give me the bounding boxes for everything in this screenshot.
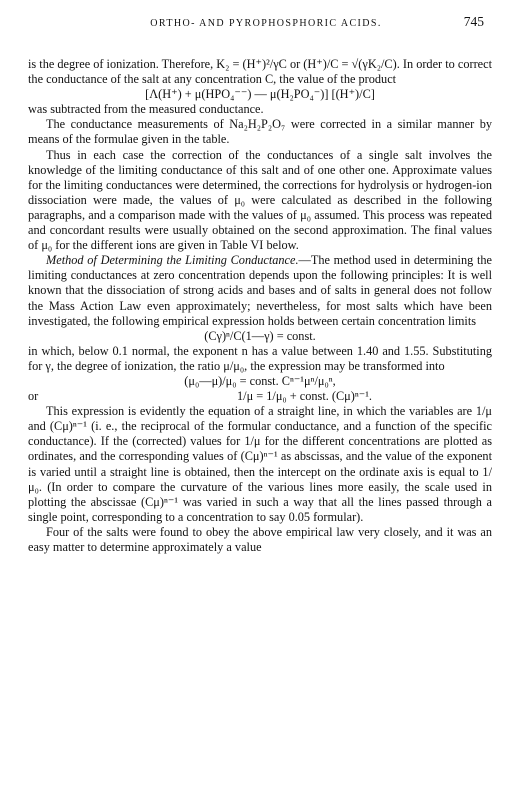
paragraph: in which, below 0.1 normal, the exponent n has a value between 1.40 and 1.55. Substituting for γ, the degree of ionization, the ratio μ/μ₀, the expression may be transformed into xyxy=(28,343,492,373)
equation: (μ₀—μ)/μ₀ = const. Cⁿ⁻¹μⁿ/μ₀ⁿ, xyxy=(184,373,336,388)
paragraph: is the degree of ionization. Therefore, K₂ = (H⁺)²/γC or (H⁺)/C = √(γK₂/C). In order to correct the conductance of the salt at any concentration C, the value of the product xyxy=(28,57,492,87)
equation-row xyxy=(28,389,492,404)
or-word: or xyxy=(28,389,39,404)
body-text xyxy=(28,57,492,555)
equation: (Cγ)ⁿ/C(1—γ) = const. xyxy=(204,328,316,343)
paragraph: was subtracted from the measured conductance. xyxy=(28,102,264,117)
paragraph: Four of the salts were found to obey the above empirical law very closely, and it was an easy matter to determine approximately a value xyxy=(28,524,492,554)
paragraph: The conductance measurements of Na₂H₂P₂O₇ were corrected in a similar manner by means of the formulae given in the table. xyxy=(28,117,492,147)
paragraph-text: —The method used in determining the limiting conductances at zero concentration depends upon the following principles: It is well known that the dissociation of strong acids and bases and of salts in general does not follow the Mass Action Law even approximately; nevertheless, for most salts which have been investigated, the following empirical expression holds between certain concentration limits xyxy=(28,253,492,328)
equation: 1/μ = 1/μ₀ + const. (Cμ)ⁿ⁻¹. xyxy=(237,389,372,404)
paragraph xyxy=(28,253,492,328)
section-heading: Method of Determining the Limiting Conductance. xyxy=(46,253,299,268)
equation: [Λ(H⁺) + μ(HPO₄⁻⁻) — μ(H₂PO₄⁻)] [(H⁺)/C] xyxy=(145,87,375,102)
paragraph: Thus in each case the correction of the conductances of a single salt involves the knowledge of the limiting conductance of this salt and of one other one. Approximate values for the limiting conductances were determined, the corrections for hydrolysis or hydrogen-ion dissociation were made, the values of μ₀ were calculated as described in the following paragraphs, and a comparison made with the values of μ₀ assumed. This process was repeated and concordant results were usually obtained on the second approximation. The final values of μ₀ for the different ions are given in Table VI below. xyxy=(28,147,492,253)
paragraph: This expression is evidently the equation of a straight line, in which the variables are 1/μ and (Cμ)ⁿ⁻¹ (i. e., the reciprocal of the formular conductance, and a function of the specific conductance). If the (corrected) values for 1/μ for the different concentrations are plotted as ordinates, and the corresponding values of (Cμ)ⁿ⁻¹ as abscissas, and the value of the exponent is varied until a straight line is obtained, then the intercept on the ordinate axis is equal to 1/μ₀. (In order to compare the curvature of the various lines more easily, the scale used in plotting the abscissae (Cμ)ⁿ⁻¹ was varied in such a way that all the lines passed through a single point, corresponding to a concentration to say 0.05 formular). xyxy=(28,404,492,524)
page-number: 745 xyxy=(463,14,484,29)
page-header xyxy=(46,12,486,30)
running-title: ORTHO- AND PYROPHOSPHORIC ACIDS. xyxy=(150,18,382,29)
